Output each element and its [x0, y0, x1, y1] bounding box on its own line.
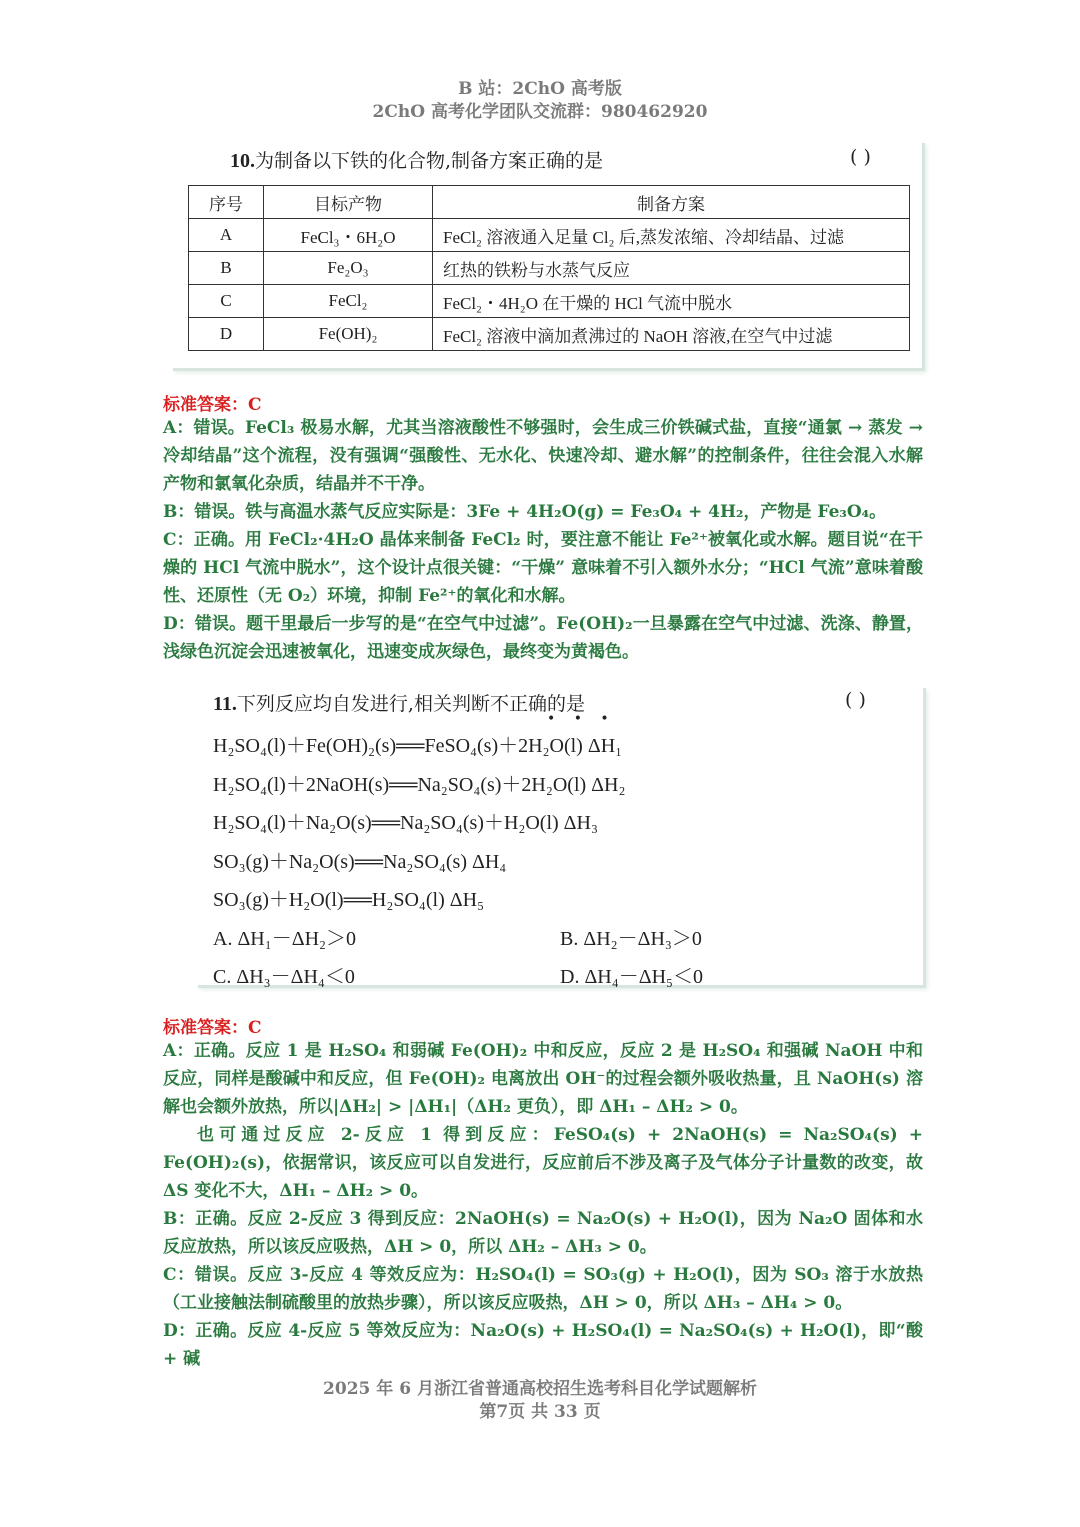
table-row: [189, 252, 910, 285]
footer-title: 2025 年 6 月浙江省普通高校招生选考科目化学试题解析: [323, 1379, 757, 1399]
page-footer: [0, 1378, 1080, 1424]
question-11-explanation: [163, 1037, 923, 1373]
explanation-a: A：错误。FeCl₃ 极易水解，尤其当溶液酸性不够强时，会生成三价铁碱式盐，直接“通氯 → 蒸发 → 冷却结晶”这个流程，没有强调“强酸性、无水化、快速冷却、避水解”的控制条件，往往会混入水解产物和氯氧化杂质，结晶并不干净。: [163, 418, 923, 494]
explanation-b: B：正确。反应 2-反应 3 得到反应：2NaOH(s) = Na₂O(s) + H₂O(l)，因为 Na₂O 固体和水反应放热，所以该反应吸热，ΔH > 0，所以 ΔH₂ – ΔH₃ > 0。: [163, 1209, 923, 1257]
row-product: FeCl₂: [264, 285, 433, 318]
row-method: FeCl₂ 溶液通入足量 Cl₂ 后,蒸发浓缩、冷却结晶、过滤: [433, 219, 910, 252]
answer-paren: ( ): [845, 689, 866, 711]
row-product: Fe(OH)₂: [264, 318, 433, 351]
page-number: 第7页 共 33 页: [479, 1402, 601, 1422]
header-id: 序号: [189, 186, 264, 219]
row-method: 红热的铁粉与水蒸气反应: [433, 252, 910, 285]
option-b: B. ΔH₂－ΔH₃＞0: [560, 928, 702, 950]
question-11-image: [195, 685, 923, 988]
equation-2: H₂SO₄(l)＋2NaOH(s)══Na₂SO₄(s)＋2H₂O(l) ΔH₂: [213, 774, 626, 796]
header-method: 制备方案: [433, 186, 910, 219]
row-product: Fe₂O₃: [264, 252, 433, 285]
equation-1: H₂SO₄(l)＋Fe(OH)₂(s)══FeSO₄(s)＋2H₂O(l) ΔH₁: [213, 735, 623, 757]
explanation-b: B：错误。铁与高温水蒸气反应实际是：3Fe + 4H₂O(g) = Fe₃O₄ + 4H₂，产物是 Fe₃O₄。: [163, 502, 887, 522]
explanation-a: A：正确。反应 1 是 H₂SO₄ 和弱碱 Fe(OH)₂ 中和反应，反应 2 是 H₂SO₄ 和强碱 NaOH 中和反应，同样是酸碱中和反应，但 Fe(OH)₂ 电离放出 OH⁻的过程会额外吸收热量，且 NaOH(s) 溶解也会额外放热，所以|ΔH₂| > |ΔH₁|（ΔH₂ 更负），即 ΔH₁ – ΔH₂ > 0。: [163, 1041, 923, 1117]
table-row: [189, 318, 910, 351]
header-line-1: B 站：2ChO 高考版: [458, 79, 622, 99]
question-10-image: [170, 140, 922, 368]
table-row: [189, 285, 910, 318]
equation-4: SO₃(g)＋Na₂O(s)══Na₂SO₄(s) ΔH₄: [213, 851, 507, 873]
table-header-row: [189, 186, 910, 219]
explanation-d: D：正确。反应 4-反应 5 等效反应为：Na₂O(s) + H₂SO₄(l) = Na₂SO₄(s) + H₂O(l)，即“酸 + 碱: [163, 1321, 923, 1369]
equation-3: H₂SO₄(l)＋Na₂O(s)══Na₂SO₄(s)＋H₂O(l) ΔH₃: [213, 812, 598, 834]
explanation-c: C：错误。反应 3-反应 4 等效反应为：H₂SO₄(l) = SO₃(g) + H₂O(l)，因为 SO₃ 溶于水放热（工业接触法制硫酸里的放热步骤），所以该反应吸热，ΔH > 0，所以 ΔH₃ – ΔH₄ > 0。: [163, 1265, 923, 1313]
row-method: FeCl₂・4H₂O 在干燥的 HCl 气流中脱水: [433, 285, 910, 318]
option-c: C. ΔH₃－ΔH₄＜0: [213, 966, 355, 988]
page-header: [0, 78, 1080, 124]
question-10-explanation: [163, 414, 923, 666]
question-10-stem: 10.为制备以下铁的化合物,制备方案正确的是: [230, 150, 604, 172]
question-11-answer: 标准答案：C: [163, 1018, 262, 1038]
options-table: [188, 185, 910, 351]
row-id: D: [189, 318, 264, 351]
row-method: FeCl₂ 溶液中滴加煮沸过的 NaOH 溶液,在空气中过滤: [433, 318, 910, 351]
explanation-d: D：错误。题干里最后一步写的是“在空气中过滤”。Fe(OH)₂一旦暴露在空气中过滤、洗涤、静置，浅绿色沉淀会迅速被氧化，迅速变成灰绿色，最终变为黄褐色。: [163, 614, 923, 662]
question-10-answer: 标准答案：C: [163, 395, 262, 415]
emphasis-dots: • • •: [547, 711, 616, 727]
table-row: [189, 219, 910, 252]
explanation-c: C：正确。用 FeCl₂·4H₂O 晶体来制备 FeCl₂ 时，要注意不能让 Fe²⁺被氧化或水解。题目说“在干燥的 HCl 气流中脱水”，这个设计点很关键：“干燥” 意味着不引入额外水分；“HCl 气流”意味着酸性、还原性（无 O₂）环境，抑制 Fe²⁺的氧化和水解。: [163, 530, 923, 606]
option-d: D. ΔH₄－ΔH₅＜0: [560, 966, 703, 988]
header-line-2: 2ChO 高考化学团队交流群：980462920: [372, 102, 708, 122]
row-id: B: [189, 252, 264, 285]
question-11-number: 11.: [213, 693, 237, 715]
row-product: FeCl₃・6H₂O: [264, 219, 433, 252]
row-id: C: [189, 285, 264, 318]
question-10-number: 10.: [230, 150, 255, 172]
equation-5: SO₃(g)＋H₂O(l)══H₂SO₄(l) ΔH₅: [213, 889, 485, 911]
header-product: 目标产物: [264, 186, 433, 219]
option-a: A. ΔH₁－ΔH₂＞0: [213, 928, 356, 950]
question-11-stem: 11.下列反应均自发进行,相关判断不正确的是: [213, 693, 585, 715]
answer-paren: ( ): [850, 146, 871, 168]
row-id: A: [189, 219, 264, 252]
explanation-a-alt: 也可通过反应 2-反应 1 得到反应：FeSO₄(s) + 2NaOH(s) = Na₂SO₄(s) + Fe(OH)₂(s)，依据常识，该反应可以自发进行，反应前后不涉及离子及气体分子计量数的改变，故 ΔS 变化不大，ΔH₁ – ΔH₂ > 0。: [163, 1125, 923, 1201]
